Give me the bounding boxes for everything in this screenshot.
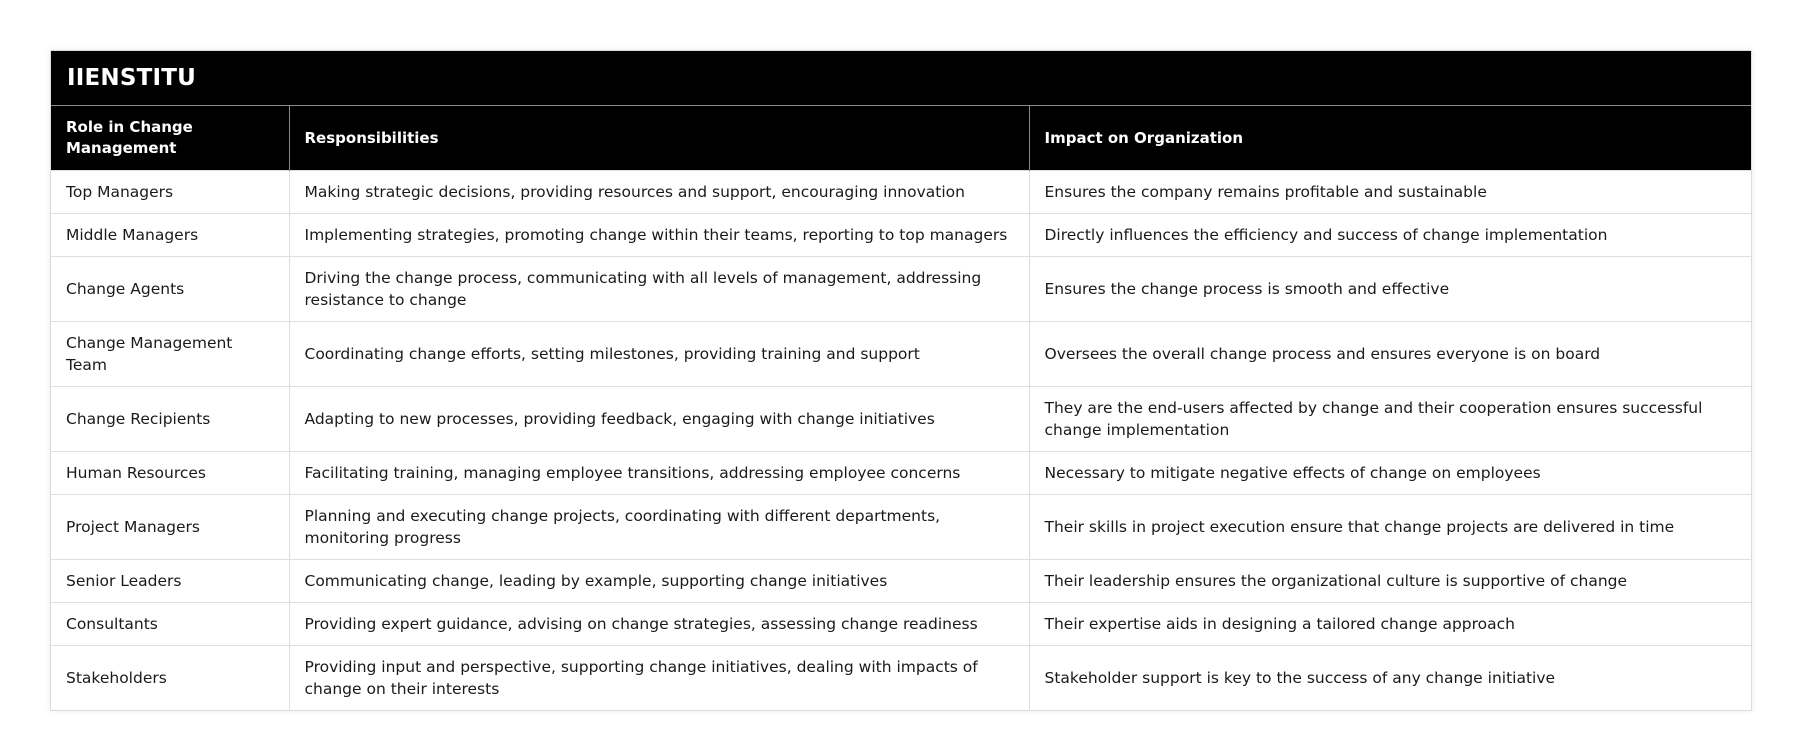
table-row — [51, 495, 1751, 560]
roles-table-container — [50, 50, 1752, 711]
table-row — [51, 322, 1751, 387]
cell-role: Human Resources — [51, 452, 289, 495]
cell-impact: Their leadership ensures the organizational culture is supportive of change — [1029, 560, 1751, 603]
cell-impact: Directly influences the efficiency and success of change implementation — [1029, 214, 1751, 257]
brand-header — [51, 51, 1751, 106]
cell-role: Change Management Team — [51, 322, 289, 387]
table-row — [51, 560, 1751, 603]
cell-impact: Ensures the company remains profitable and sustainable — [1029, 171, 1751, 214]
cell-impact: Their expertise aids in designing a tailored change approach — [1029, 603, 1751, 646]
cell-impact: Necessary to mitigate negative effects of change on employees — [1029, 452, 1751, 495]
cell-responsibilities: Making strategic decisions, providing resources and support, encouraging innovation — [289, 171, 1029, 214]
cell-role: Senior Leaders — [51, 560, 289, 603]
table-row — [51, 452, 1751, 495]
brand-title: IIENSTITU — [67, 65, 197, 91]
cell-responsibilities: Providing input and perspective, supporting change initiatives, dealing with impacts of change on their interests — [289, 646, 1029, 711]
table-header-row — [51, 106, 1751, 171]
cell-impact: They are the end-users affected by change and their cooperation ensures successful change implementation — [1029, 387, 1751, 452]
cell-role: Stakeholders — [51, 646, 289, 711]
cell-responsibilities: Facilitating training, managing employee transitions, addressing employee concerns — [289, 452, 1029, 495]
cell-responsibilities: Planning and executing change projects, coordinating with different departments, monitoring progress — [289, 495, 1029, 560]
cell-responsibilities: Implementing strategies, promoting change within their teams, reporting to top managers — [289, 214, 1029, 257]
header-role: Role in Change Management — [51, 106, 289, 171]
cell-role: Change Agents — [51, 257, 289, 322]
cell-impact: Stakeholder support is key to the success of any change initiative — [1029, 646, 1751, 711]
header-impact: Impact on Organization — [1029, 106, 1751, 171]
cell-responsibilities: Driving the change process, communicating with all levels of management, addressing resistance to change — [289, 257, 1029, 322]
header-responsibilities: Responsibilities — [289, 106, 1029, 171]
table-row — [51, 603, 1751, 646]
cell-role: Change Recipients — [51, 387, 289, 452]
cell-responsibilities: Adapting to new processes, providing feedback, engaging with change initiatives — [289, 387, 1029, 452]
table-row — [51, 387, 1751, 452]
table-row — [51, 257, 1751, 322]
table-row — [51, 646, 1751, 711]
cell-impact: Oversees the overall change process and ensures everyone is on board — [1029, 322, 1751, 387]
cell-impact: Their skills in project execution ensure that change projects are delivered in time — [1029, 495, 1751, 560]
cell-role: Project Managers — [51, 495, 289, 560]
table-row — [51, 171, 1751, 214]
table-row — [51, 214, 1751, 257]
cell-role: Top Managers — [51, 171, 289, 214]
cell-responsibilities: Communicating change, leading by example, supporting change initiatives — [289, 560, 1029, 603]
cell-responsibilities: Providing expert guidance, advising on change strategies, assessing change readiness — [289, 603, 1029, 646]
cell-role: Middle Managers — [51, 214, 289, 257]
cell-responsibilities: Coordinating change efforts, setting milestones, providing training and support — [289, 322, 1029, 387]
cell-impact: Ensures the change process is smooth and effective — [1029, 257, 1751, 322]
roles-table — [51, 106, 1751, 710]
cell-role: Consultants — [51, 603, 289, 646]
